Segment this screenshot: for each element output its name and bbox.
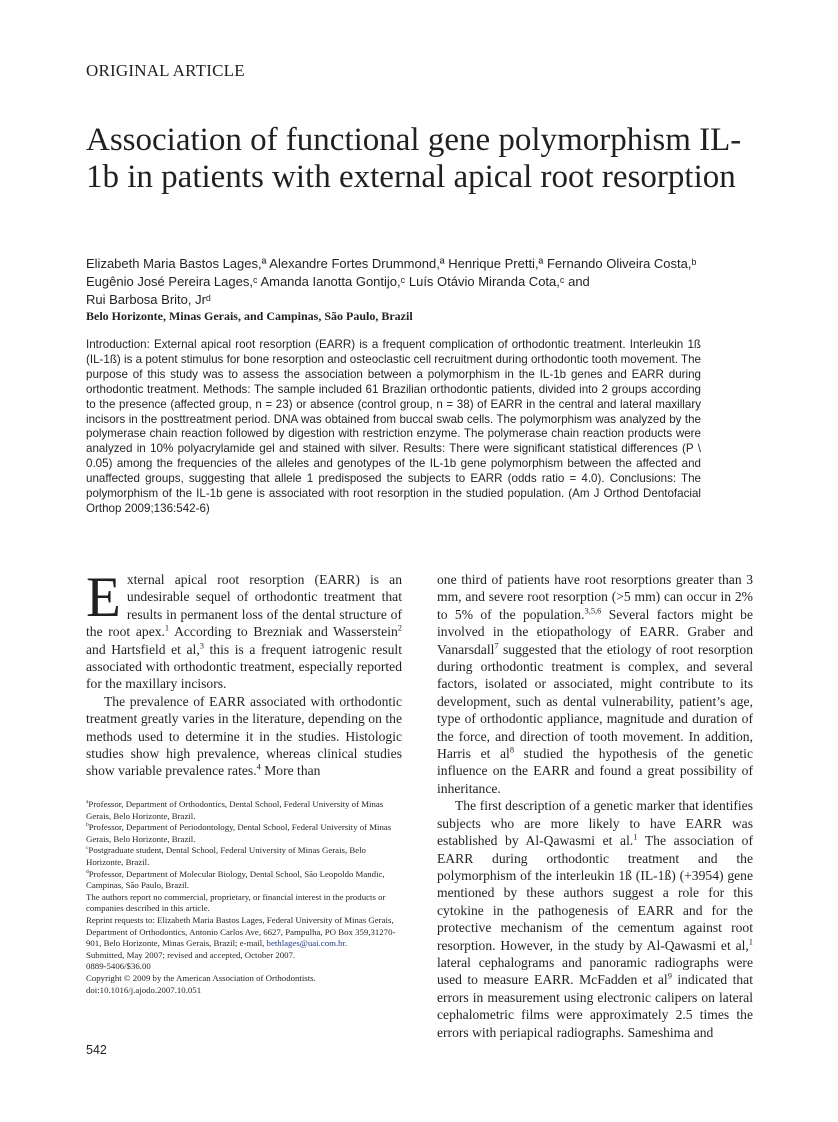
footnote-reprint: [86, 915, 402, 950]
author-line: Elizabeth Maria Bastos Lages,ª Alexandre Fortes Drummond,ª Henrique Pretti,ª Fernando Oliveira Costa,ᵇ: [86, 256, 697, 271]
body-text: indicated that errors in measurement using electronic calipers on lateral cephalometric films were approximately 2.5 times the errors with periapical radiographs. Sameshima and: [437, 972, 753, 1040]
footnote-text: Professor, Department of Orthodontics, Dental School, Federal University of Minas Gerais, Belo Horizonte, Brazil.: [86, 799, 384, 821]
footnote-submitted: Submitted, May 2007; revised and accepted, October 2007.: [86, 949, 296, 960]
author-line: Rui Barbosa Brito, Jrᵈ: [86, 292, 211, 307]
body-text: Several factors might be involved in the etiopathology of EARR. Graber and Vanarsdall: [437, 606, 753, 657]
body-paragraph: [86, 693, 402, 780]
body-text: suggested that the etiology of root resorption during orthodontic treatment is complex, and several factors, isolated or associated, might contribute to its development, such as dental vulnerability, patient’s age, type of orthodontic appliance, magnitude and duration of the force, and direction of tooth movement. In addition, Harris et al: [437, 641, 753, 762]
footnote-text: .: [345, 938, 348, 949]
body-text: studied the hypothesis of the genetic influence on the EARR and found a great possibility of inheritance.: [437, 746, 753, 796]
citation-ref[interactable]: 2: [397, 622, 402, 633]
footnote-text: Reprint requests to: Elizabeth Maria Bastos Lages, Federal University of Minas Gerais, Department of Orthodontics, Antonio Carlos Ave, 6627, Pampulha, PO Box 359,31270-901, Belo Horizonte, Minas Gerais, Brazil; e-mail,: [86, 914, 396, 949]
citation-ref[interactable]: 1: [633, 831, 638, 842]
footnote-disclosure: The authors report no commercial, proprietary, or financial interest in the products or companies described in this article.: [86, 891, 386, 914]
body-text: According to Brezniak and Wasserstein: [169, 624, 398, 640]
body-text: lateral cephalograms and panoramic radiographs were used to measure EARR. McFadden et al: [437, 954, 753, 988]
footnote-text: Postgraduate student, Dental School, Federal University of Minas Gerais, Belo Horizonte, Brazil.: [86, 845, 366, 867]
body-text: More than: [260, 763, 321, 779]
body-text: The first description of a genetic marker that identifies subjects who are more likely to have EARR was established by Al-Qawasmi et al.: [437, 798, 753, 849]
citation-ref[interactable]: 1: [164, 622, 170, 633]
footnote-affiliation: [86, 869, 402, 892]
author-line: Eugênio José Pereira Lages,ᶜ Amanda Ianotta Gontijo,ᶜ Luís Otávio Miranda Cota,ᶜ and: [86, 274, 590, 289]
body-column-left: [86, 566, 402, 780]
affiliation-location: Belo Horizonte, Minas Gerais, and Campinas, São Paulo, Brazil: [86, 309, 413, 323]
footnote-mark: c: [86, 845, 89, 852]
body-paragraph: [86, 566, 402, 693]
citation-ref[interactable]: 3: [199, 640, 204, 651]
footnote-affiliation: [86, 845, 402, 868]
body-text: xternal apical root resorption (EARR) is an undesirable sequel of orthodontic treatment that results in permanent loss of the dental structure of the root apex.: [86, 572, 402, 640]
abstract: Introduction: External apical root resorption (EARR) is a frequent complication of orthodontic treatment. Interleukin 1ß (IL-1ß) is a potent stimulus for bone resorption and osteoclastic cell recruitment during orthodontic tooth movement. The purpose of this study was to assess the association between a polymorphism in the IL-1b genes and EARR during orthodontic treatment. Methods: The sample included 61 Brazilian orthodontic patients, divided into 2 groups according to the presence (affected group, n = 23) or absence (control group, n = 38) of EARR in the central and lateral maxillary incisors in the posttreatment period. DNA was obtained from buccal swab cells. The polymorphism was analyzed by the polymerase chain reaction followed by digestion with restriction enzyme. The polymerase chain reaction products were analyzed in 10% polyacrylamide gel and stained with silver. Results: There were significant statistical differences (P \ 0.05) among the frequencies of the alleles and genotypes of the IL-1b gene polymorphism between the affected and unaffected groups, suggesting that allele 1 predisposed the subjects to EARR (odds ratio = 4.0). Conclusions: The polymorphism of the IL-1b gene is associated with root resorption in the studied population. (Am J Orthod Dentofacial Orthop 2009;136:542-6): [86, 338, 701, 515]
footnote-text: Professor, Department of Molecular Biology, Dental School, São Leopoldo Mandic, Campinas, São Paulo, Brazil.: [86, 868, 385, 891]
footnotes: [86, 799, 402, 996]
footnote-doi: doi:10.1016/j.ajodo.2007.10.051: [86, 984, 202, 995]
email-link[interactable]: bethlages@uai.com.br: [266, 938, 346, 949]
body-text: The association of EARR during orthodontic treatment and the polymorphism of the interleukin 1ß (IL-1ß) (+3954) gene mentioned by these authors suggest a role for this cytokine in the pathogenesis of EARR and for the protective mechanism of the cementum against root resorption. However, in the study by Al-Qawasmi et al,: [437, 833, 753, 953]
body-paragraph: [437, 797, 753, 1041]
footnote-mark: d: [86, 868, 89, 875]
footnote-copyright: Copyright © 2009 by the American Association of Orthodontists.: [86, 972, 316, 983]
footnote-text: Professor, Department of Periodontology, Dental School, Federal University of Minas Gerais, Belo Horizonte, Brazil.: [86, 822, 392, 844]
footnote-issn: 0889-5406/$36.00: [86, 961, 151, 972]
citation-ref[interactable]: 9: [667, 970, 672, 981]
body-paragraph: [437, 571, 753, 797]
section-label: ORIGINAL ARTICLE: [86, 61, 245, 80]
footnote-mark: a: [86, 799, 89, 806]
body-text: one third of patients have root resorptions greater than 3 mm, and severe root resorption (>5 mm) can occur in 2% to 5% of the population.: [437, 572, 753, 622]
page-number: 542: [86, 1043, 107, 1057]
author-list: [86, 255, 766, 309]
citation-ref[interactable]: 4: [256, 761, 261, 772]
body-text: this is a frequent iatrogenic result associated with orthodontic treatment, especially reported for the maxillary incisors.: [86, 641, 402, 692]
footnote-affiliation: [86, 822, 402, 845]
body-text: The prevalence of EARR associated with orthodontic treatment greatly varies in the literature, depending on the methods used to determine it in the studies. Histologic studies show high prevalence, whereas clinical studies show variable prevalence rates.: [86, 693, 402, 779]
drop-cap: E: [86, 566, 121, 629]
footnote-affiliation: [86, 799, 402, 822]
body-column-right: [437, 571, 753, 1041]
article-title: Association of functional gene polymorphism IL-1b in patients with external apical root resorption: [86, 122, 742, 195]
citation-ref[interactable]: 8: [509, 744, 515, 755]
citation-ref[interactable]: 7: [494, 640, 499, 651]
body-text: and Hartsfield et al,: [86, 641, 200, 657]
footnote-mark: b: [86, 822, 89, 829]
citation-ref[interactable]: 1: [748, 936, 753, 946]
citation-ref[interactable]: 3,5,6: [584, 605, 602, 616]
